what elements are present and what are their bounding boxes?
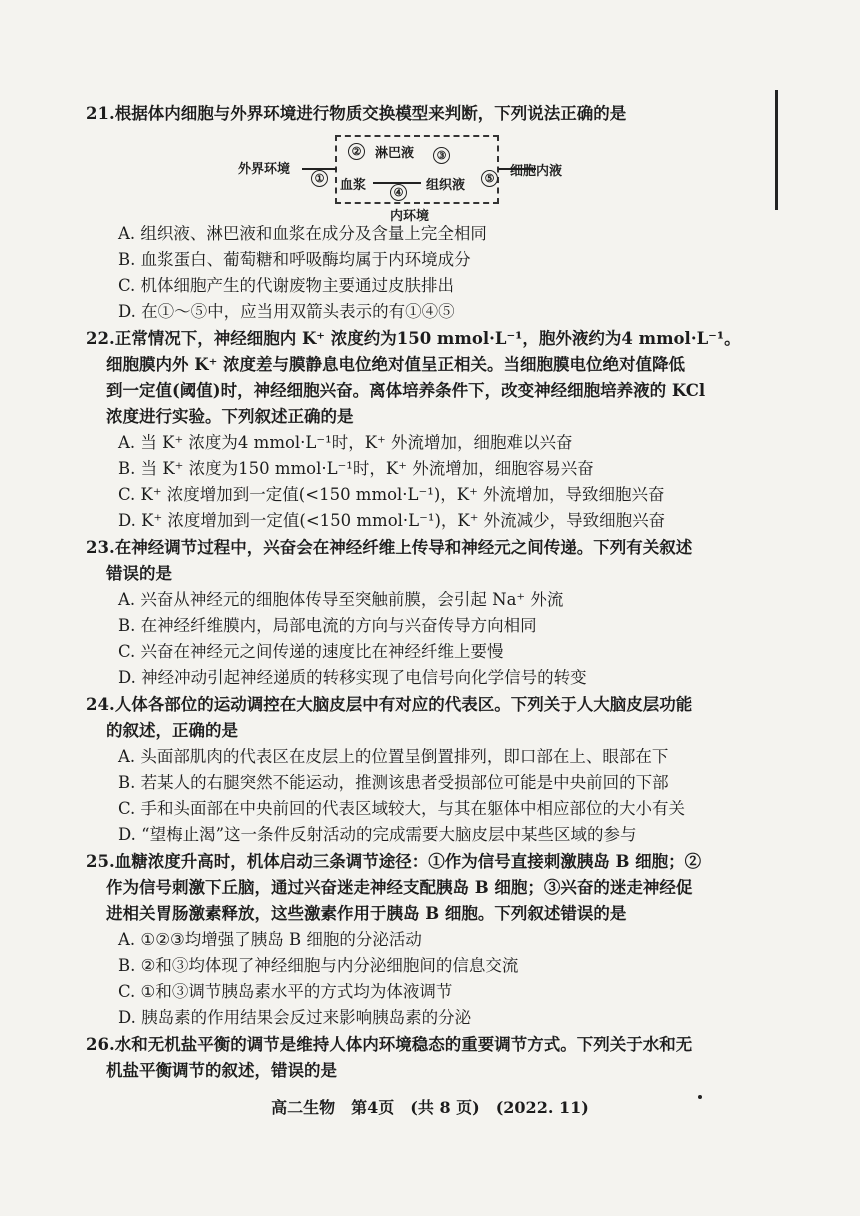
q22-option-d: D. K⁺ 浓度增加到一定值(<150 mmol·L⁻¹)，K⁺ 外流减少，导致细胞兴奋	[118, 511, 666, 530]
q21-option-a: A. 组织液、淋巴液和血浆在成分及含量上完全相同	[118, 224, 487, 243]
q25-stem-line-3: 进相关胃肠激素释放，这些激素作用于胰岛 B 细胞。下列叙述错误的是	[106, 904, 627, 923]
link-3-marker: ③	[433, 147, 450, 164]
q21-stem: 21.根据体内细胞与外界环境进行物质交换模型来判断，下列说法正确的是	[86, 104, 627, 123]
q23-stem-line-1: 23.在神经调节过程中，兴奋会在神经纤维上传导和神经元之间传递。下列有关叙述	[86, 538, 693, 557]
link-4-marker: ④	[390, 184, 407, 201]
link-5-marker: ⑤	[481, 170, 498, 187]
q23-option-a: A. 兴奋从神经元的细胞体传导至突触前膜，会引起 Na⁺ 外流	[118, 590, 564, 609]
margin-rule	[775, 90, 778, 210]
q24-option-b: B. 若某人的右腿突然不能运动，推测该患者受损部位可能是中央前回的下部	[118, 773, 669, 792]
q25-stem-line-2: 作为信号刺激下丘脑，通过兴奋迷走神经支配胰岛 B 细胞；③兴奋的迷走神经促	[106, 878, 693, 897]
q24-option-d: D. “望梅止渴”这一条件反射活动的完成需要大脑皮层中某些区域的参与	[118, 825, 637, 844]
q22-option-a: A. 当 K⁺ 浓度为4 mmol·L⁻¹时，K⁺ 外流增加，细胞难以兴奋	[118, 433, 573, 452]
intracellular-fluid-label: 细胞内液	[510, 164, 563, 179]
link-1-marker: ①	[311, 170, 328, 187]
q25-stem-line-1: 25.血糖浓度升高时，机体启动三条调节途径：①作为信号直接刺激胰岛 B 细胞；②	[86, 852, 702, 871]
q23-option-b: B. 在神经纤维膜内，局部电流的方向与兴奋传导方向相同	[118, 616, 537, 635]
q25-option-c: C. ①和③调节胰岛素水平的方式均为体液调节	[118, 982, 453, 1001]
external-environment-label: 外界环境	[238, 162, 291, 177]
internal-environment-label: 内环境	[390, 209, 430, 224]
q26-stem-line-1: 26.水和无机盐平衡的调节是维持人体内环境稳态的重要调节方式。下列关于水和无	[86, 1035, 693, 1054]
q22-stem-line-3: 到一定值(阈值)时，神经细胞兴奋。离体培养条件下，改变神经细胞培养液的 KCl	[106, 381, 706, 400]
speck-mark	[698, 1095, 702, 1099]
q25-option-d: D. 胰岛素的作用结果会反过来影响胰岛素的分泌	[118, 1008, 472, 1027]
q25-option-b: B. ②和③均体现了神经细胞与内分泌细胞间的信息交流	[118, 956, 519, 975]
q25-option-a: A. ①②③均增强了胰岛 B 细胞的分泌活动	[118, 930, 422, 949]
q22-stem-line-4: 浓度进行实验。下列叙述正确的是	[106, 407, 354, 426]
q24-stem-line-2: 的叙述，正确的是	[106, 721, 238, 740]
q22-option-c: C. K⁺ 浓度增加到一定值(<150 mmol·L⁻¹)，K⁺ 外流增加，导致细胞兴奋	[118, 485, 665, 504]
q26-stem-line-2: 机盐平衡调节的叙述，错误的是	[106, 1061, 337, 1080]
q23-stem-line-2: 错误的是	[106, 564, 172, 583]
q21-option-d: D. 在①～⑤中，应当用双箭头表示的有①④⑤	[118, 302, 455, 321]
plasma-label: 血浆	[340, 178, 367, 193]
q21-diagram	[230, 130, 590, 225]
q21-option-c: C. 机体细胞产生的代谢废物主要通过皮肤排出	[118, 276, 455, 295]
q23-option-c: C. 兴奋在神经元之间传递的速度比在神经纤维上要慢	[118, 642, 504, 661]
q24-stem-line-1: 24.人体各部位的运动调控在大脑皮层中有对应的代表区。下列关于人大脑皮层功能	[86, 695, 693, 714]
q23-option-d: D. 神经冲动引起神经递质的转移实现了电信号向化学信号的转变	[118, 668, 587, 687]
q21-option-b: B. 血浆蛋白、葡萄糖和呼吸酶均属于内环境成分	[118, 250, 471, 269]
q24-option-c: C. 手和头面部在中央前回的代表区域较大，与其在躯体中相应部位的大小有关	[118, 799, 686, 818]
page-footer: 高二生物 第4页 (共 8 页) (2022. 11)	[271, 1098, 589, 1117]
link-2-marker: ②	[348, 143, 365, 160]
q22-stem-line-2: 细胞膜内外 K⁺ 浓度差与膜静息电位绝对值呈正相关。当细胞膜电位绝对值降低	[106, 355, 686, 374]
q22-stem-line-1: 22.正常情况下，神经细胞内 K⁺ 浓度约为150 mmol·L⁻¹，胞外液约为4 mmol·L⁻¹。	[86, 329, 741, 348]
tissue-fluid-label: 组织液	[426, 178, 466, 193]
q24-option-a: A. 头面部肌肉的代表区在皮层上的位置呈倒置排列，即口部在上、眼部在下	[118, 747, 669, 766]
q22-option-b: B. 当 K⁺ 浓度为150 mmol·L⁻¹时，K⁺ 外流增加，细胞容易兴奋	[118, 459, 594, 478]
lymph-label: 淋巴液	[375, 146, 415, 161]
